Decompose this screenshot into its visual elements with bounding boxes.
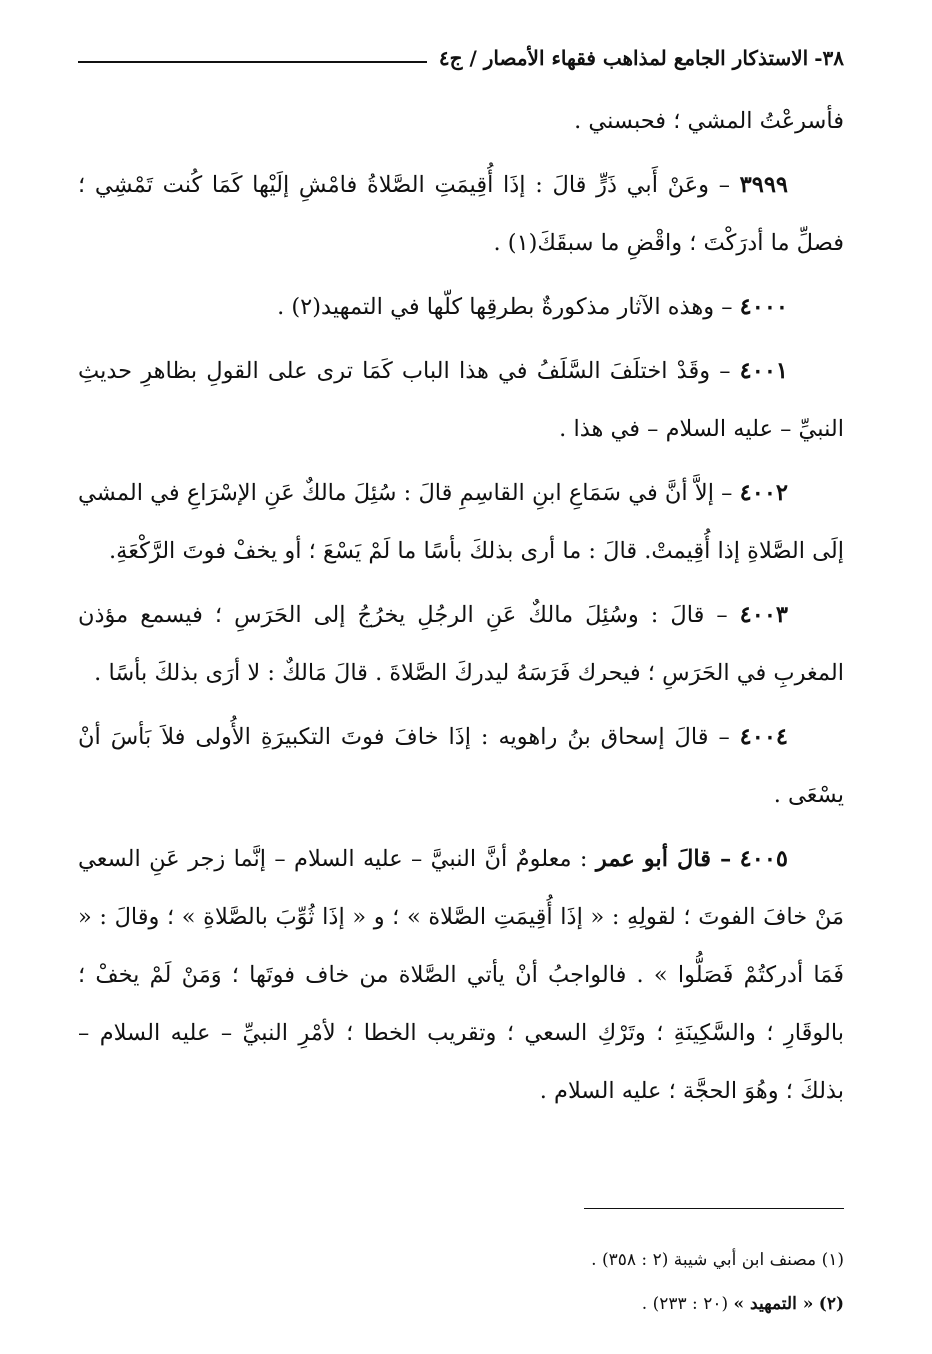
paragraph-number: ٤٠٠٠ bbox=[739, 294, 788, 320]
paragraph-text: – إلاَّ أنَّ في سَمَاعِ ابنِ القاسِمِ قالَ : سُئِلَ مالكٌ عَنِ الإسْرَاعِ في المشي إلَى الصَّلاةِ إذا أُقِيمتْ. قالَ : ما أرى بذلكَ بأسًا ما لَمْ يَسْعَ ؛ أو يخفْ فوتَ الرَّكْعَةِ. bbox=[78, 480, 844, 564]
paragraph-number: ٣٩٩٩ bbox=[739, 172, 788, 198]
paragraph-4004 bbox=[78, 708, 844, 824]
footnotes bbox=[78, 1238, 844, 1326]
footnote-marker: (١) bbox=[821, 1250, 844, 1270]
paragraph-text: – قالَ إسحاق بنُ راهويه : إذَا خافَ فوتَ التكبيرَةِ الأُولى فلاَ بَأسَ أنْ يسْعَى . bbox=[78, 724, 844, 808]
paragraph-4002 bbox=[78, 464, 844, 580]
footnote-text: (٢٠ : ٢٣٣) . bbox=[641, 1294, 729, 1314]
running-title: الاستذكار الجامع لمذاهب فقهاء الأمصار / ج٤ bbox=[438, 46, 809, 70]
paragraph-4001 bbox=[78, 342, 844, 458]
paragraph-continuation bbox=[78, 92, 844, 150]
speaker-lead: – قالَ أبو عمر bbox=[595, 846, 732, 872]
header-rule bbox=[78, 61, 427, 63]
paragraph-4000 bbox=[78, 278, 844, 336]
footnote-1 bbox=[78, 1238, 844, 1282]
footnote-source-title: « التمهيد » bbox=[733, 1294, 814, 1314]
footnote-2 bbox=[78, 1282, 844, 1326]
paragraph-number: ٤٠٠٤ bbox=[739, 724, 788, 750]
paragraph-4005 bbox=[78, 830, 844, 1120]
paragraph-3999 bbox=[78, 156, 844, 272]
paragraph-text: : معلومٌ أنَّ النبيَّ – عليه السلام – إنَّما زجر عَنِ السعي مَنْ خافَ الفوتَ ؛ لقولِهِ : « إذَا أُقِيمَتِ الصَّلاة » ؛ و « إذَا ثُوِّبَ بالصَّلاةِ » ؛ وقالَ : « فَمَا أدركتُمْ فَصَلُّوا » . فالواجبُ أنْ يأتي الصَّلاة من خاف فوتَها ؛ وَمَنْ لَمْ يخفْ ؛ بالوقَارِ ؛ والسَّكِينَةِ ؛ وتَرْكِ السعي ؛ وتقريب الخطا ؛ لأمْرِ النبيِّ – عليه السلام – بذلكَ ؛ وهُوَ الحجَّة ؛ عليه السلام . bbox=[78, 846, 844, 1104]
main-text bbox=[78, 92, 844, 1126]
paragraph-number: ٤٠٠٢ bbox=[739, 480, 788, 506]
paragraph-text: – وعَنْ أَبي ذَرٍّ قالَ : إذَا أُقِيمَتِ الصَّلاةُ فامْشِ إلَيْها كَمَا كُنت تَمْشِي ؛ فصلِّ ما أدرَكْتَ ؛ واقْضِ ما سبقَكَ(١) . bbox=[78, 172, 844, 256]
paragraph-text: فأسرعْتُ المشي ؛ فحبسني . bbox=[574, 108, 844, 134]
paragraph-text: – وهذه الآثار مذكورةٌ بطرقِها كلّها في التمهيد(٢) . bbox=[277, 294, 733, 320]
paragraph-text: – وقَدْ اختلَفَ السَّلَفُ في هذا الباب كَمَا ترى على القولِ بظاهرِ حديثِ النبيِّ – عليه السلام – في هذا . bbox=[78, 358, 844, 442]
paragraph-number: ٤٠٠٣ bbox=[739, 602, 788, 628]
running-header bbox=[78, 38, 844, 78]
paragraph-number: ٤٠٠٥ bbox=[739, 846, 789, 872]
footnote-text: مصنف ابن أبي شيبة (٢ : ٣٥٨) . bbox=[591, 1250, 817, 1270]
paragraph-text: – قالَ : وسُئِلَ مالكٌ عَنِ الرجُلِ يخرُجُ إلى الحَرَسِ ؛ فيسمع مؤذن المغربِ في الحَرَسِ ؛ فيحرك فَرَسَهُ ليدركَ الصَّلاةَ . قالَ مَالكٌ : لا أرَى بذلكَ بأسًا . bbox=[78, 602, 844, 686]
footnote-marker: (٢) bbox=[818, 1294, 844, 1314]
paragraph-4003 bbox=[78, 586, 844, 702]
footnote-separator bbox=[584, 1208, 844, 1209]
page-number: ٣٨- bbox=[814, 46, 844, 70]
paragraph-number: ٤٠٠١ bbox=[739, 358, 788, 384]
